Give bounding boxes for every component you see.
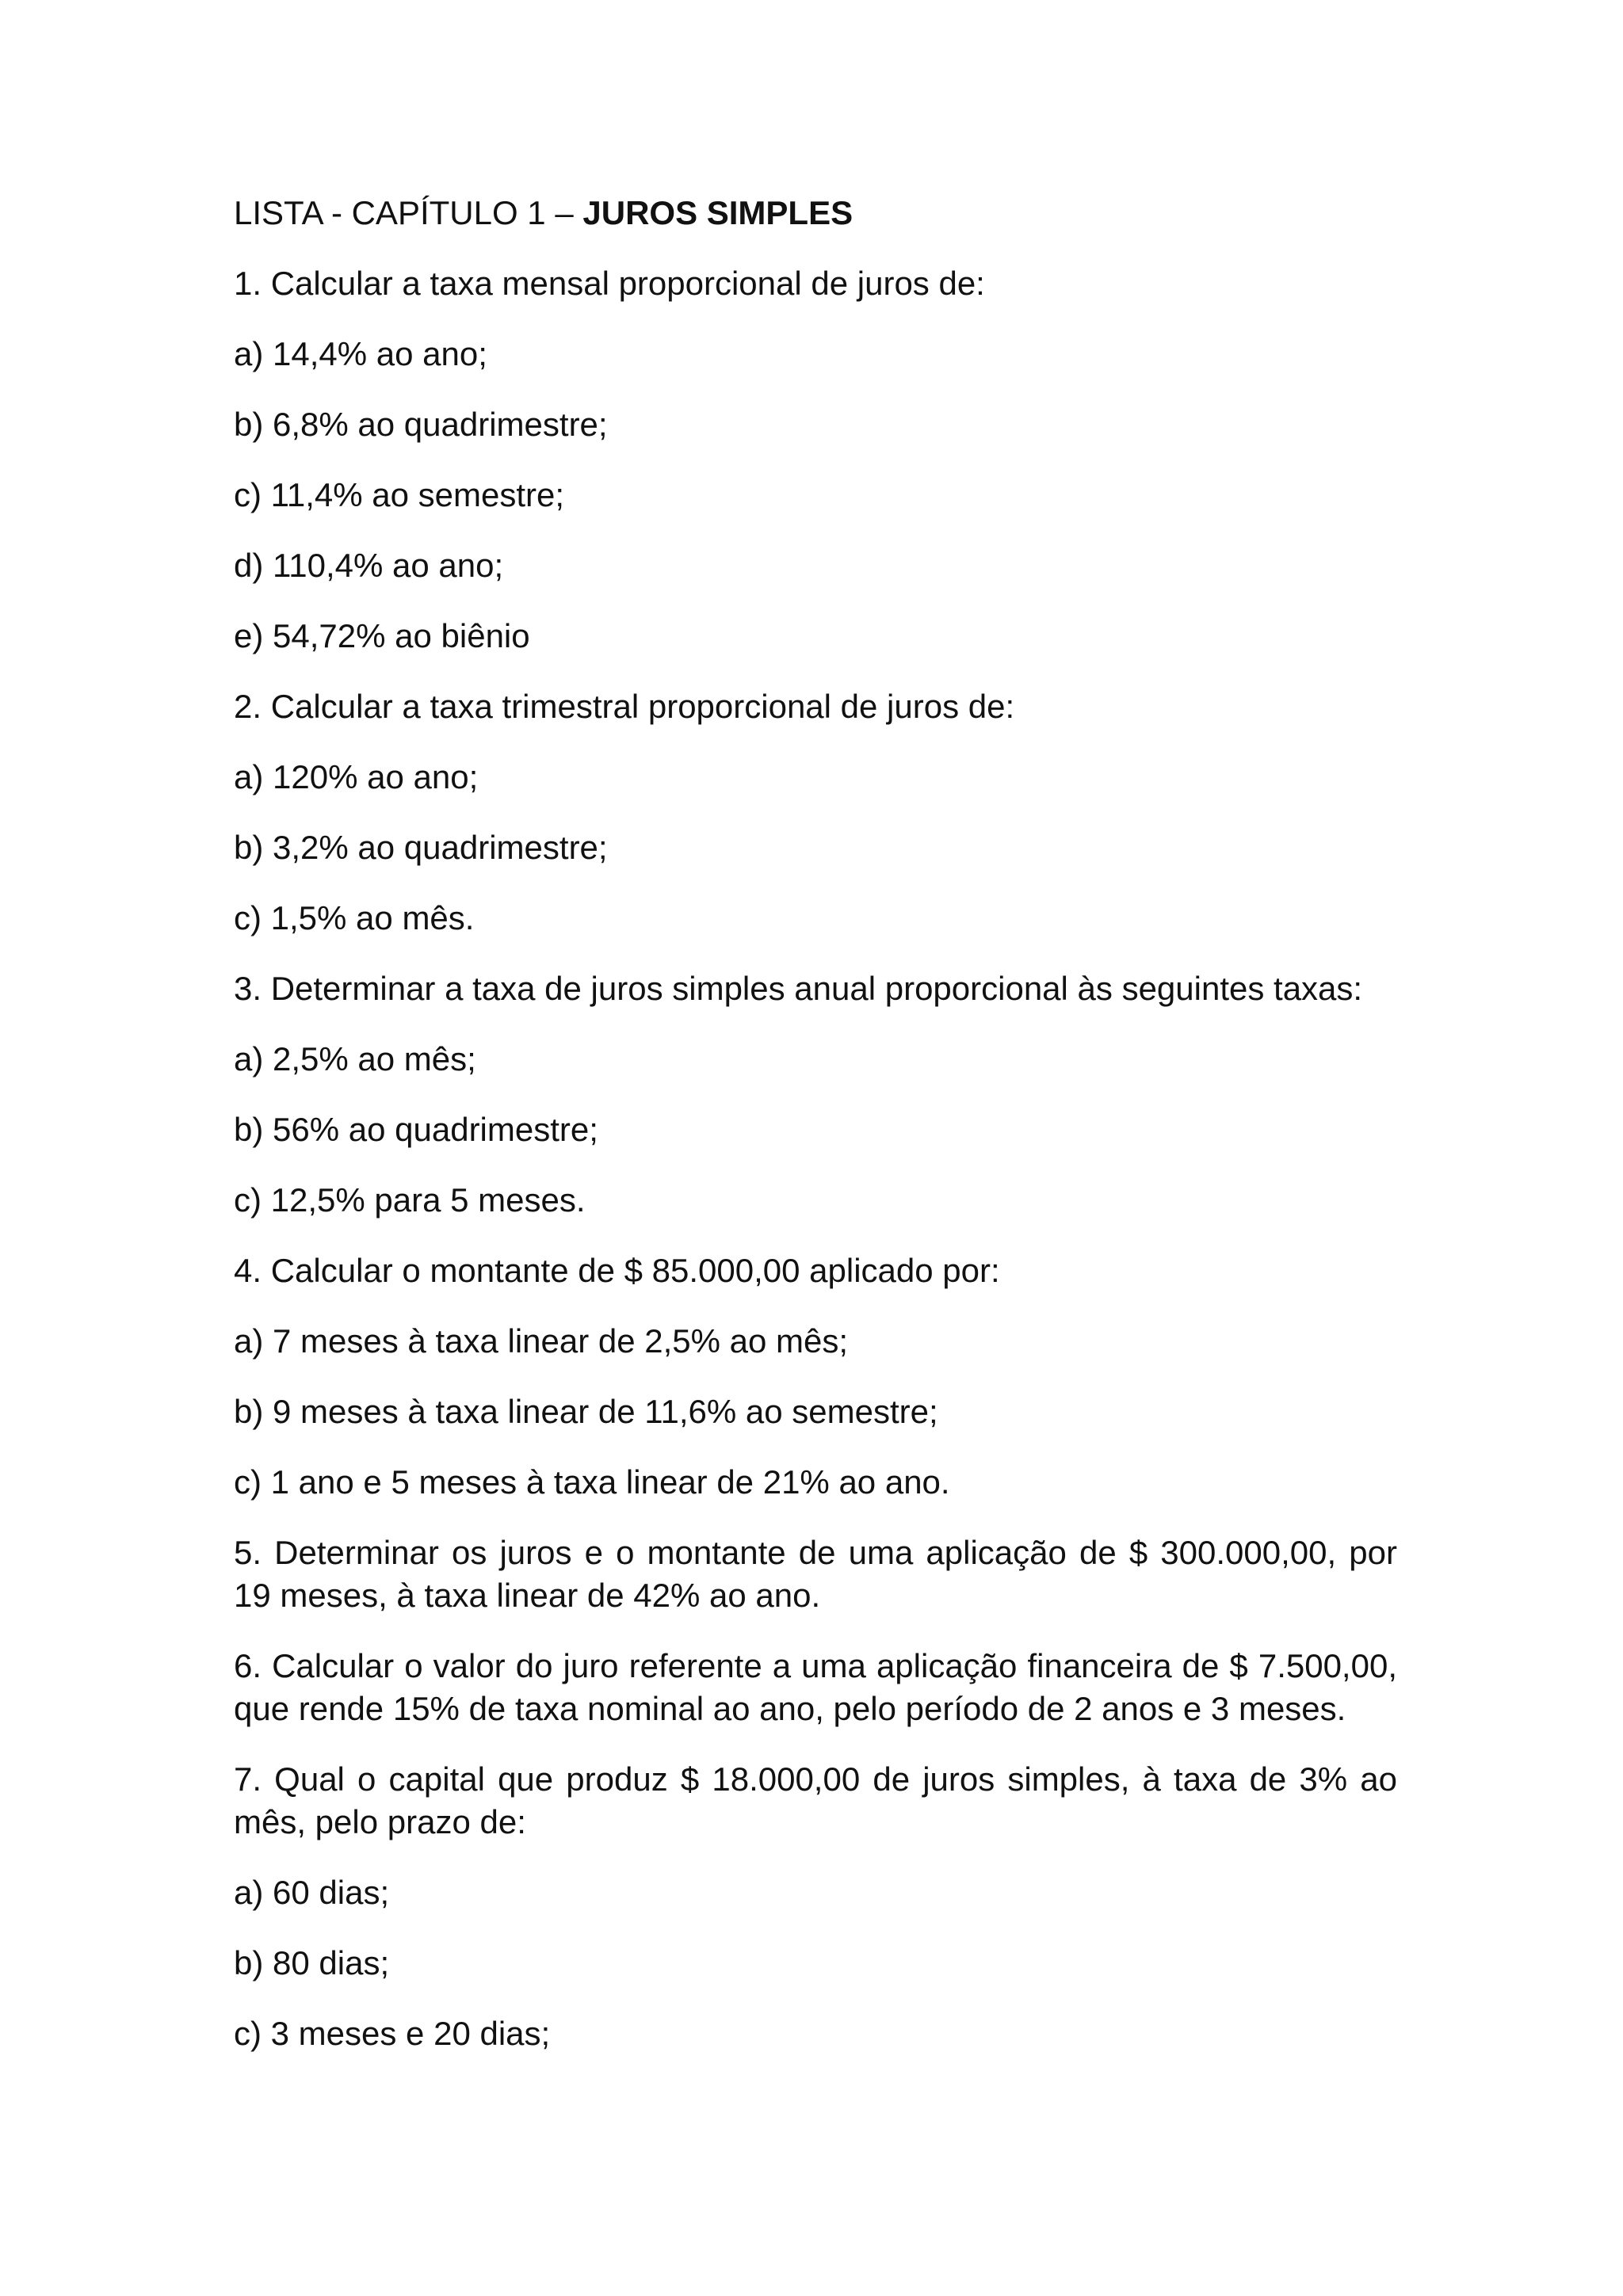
title-prefix: LISTA - CAPÍTULO 1 –: [234, 194, 583, 231]
title-bold: JUROS SIMPLES: [582, 194, 854, 231]
question-3-item-b: b) 56% ao quadrimestre;: [234, 1111, 598, 1148]
question-1-item-a: a) 14,4% ao ano;: [234, 335, 487, 372]
question-3-item-a: a) 2,5% ao mês;: [234, 1040, 476, 1077]
question-1-item-d: d) 110,4% ao ano;: [234, 547, 504, 584]
question-3: 3. Determinar a taxa de juros simples anual proporcional às seguintes taxas:: [234, 970, 1363, 1007]
question-3-item-c: c) 12,5% para 5 meses.: [234, 1181, 586, 1219]
question-7-item-c: c) 3 meses e 20 dias;: [234, 2015, 551, 2052]
question-6: 6. Calcular o valor do juro referente a uma aplicação financeira de $ 7.500,00, que rende 15% de taxa nominal ao ano, pelo período de 2 anos e 3 meses.: [234, 1647, 1397, 1727]
question-1-item-e: e) 54,72% ao biênio: [234, 617, 530, 654]
question-4-item-a: a) 7 meses à taxa linear de 2,5% ao mês;: [234, 1322, 849, 1360]
question-2-item-a: a) 120% ao ano;: [234, 758, 479, 795]
question-7: 7. Qual o capital que produz $ 18.000,00 de juros simples, à taxa de 3% ao mês, pelo prazo de:: [234, 1760, 1397, 1840]
question-5: 5. Determinar os juros e o montante de uma aplicação de $ 300.000,00, por 19 meses, à taxa linear de 42% ao ano.: [234, 1534, 1397, 1614]
question-4: 4. Calcular o montante de $ 85.000,00 aplicado por:: [234, 1252, 1000, 1289]
question-2: 2. Calcular a taxa trimestral proporcional de juros de:: [234, 688, 1015, 725]
question-4-item-c: c) 1 ano e 5 meses à taxa linear de 21% ao ano.: [234, 1463, 950, 1501]
question-4-item-b: b) 9 meses à taxa linear de 11,6% ao semestre;: [234, 1393, 938, 1430]
question-7-item-a: a) 60 dias;: [234, 1874, 390, 1911]
question-1: 1. Calcular a taxa mensal proporcional de juros de:: [234, 265, 985, 302]
question-1-item-b: b) 6,8% ao quadrimestre;: [234, 406, 608, 443]
question-2-item-c: c) 1,5% ao mês.: [234, 899, 475, 936]
question-7-item-b: b) 80 dias;: [234, 1944, 390, 1981]
question-1-item-c: c) 11,4% ao semestre;: [234, 476, 565, 513]
document-page: [234, 192, 1397, 2055]
question-2-item-b: b) 3,2% ao quadrimestre;: [234, 829, 608, 866]
page-title: [234, 192, 1397, 235]
